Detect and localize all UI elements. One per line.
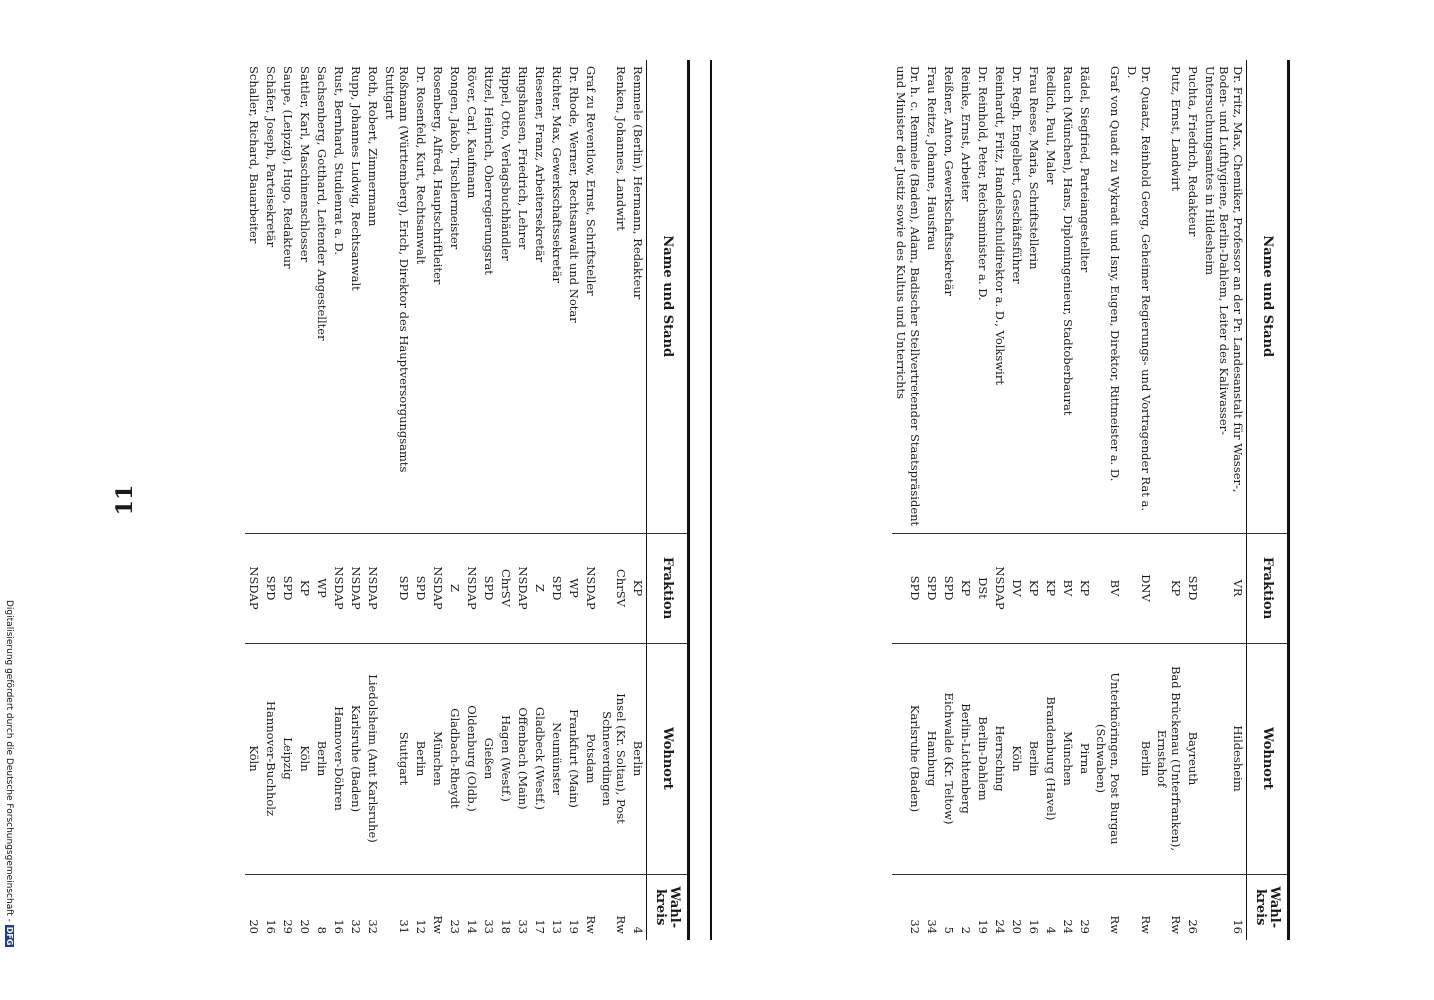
member-fraktion-cell: KP bbox=[957, 533, 974, 643]
member-wahlkreis-cell: 32 bbox=[364, 874, 381, 940]
member-name-cell: Dr. Regh, Engelbert, Geschäftsführer bbox=[1010, 66, 1024, 284]
member-wohnort-cell: Berlin bbox=[1123, 643, 1154, 874]
member-wohnort-cell: Berlin-Dahlem bbox=[974, 643, 991, 874]
member-name-cell: Richter, Max, Gewerkschaftssekretär bbox=[550, 66, 564, 284]
member-wohnort-cell: München bbox=[1059, 643, 1076, 874]
member-wohnort-cell: Unterknöringen, Post Burgau (Schwaben) bbox=[1093, 643, 1123, 874]
member-wohnort-cell: Köln bbox=[245, 643, 262, 874]
member-wahlkreis-cell: 24 bbox=[1059, 874, 1076, 940]
member-name-cell: Graf von Quadt zu Wykradt und Isny, Eugen, Direktor, Rittmeister a. D. bbox=[1108, 66, 1122, 482]
member-fraktion-cell: NSDAP bbox=[330, 533, 347, 643]
digitization-credit: Digitalisierung gefördert durch die Deutsche Forschungsgemeinschaft - DFG bbox=[4, 600, 14, 946]
member-fraktion-cell: Z bbox=[446, 533, 463, 643]
member-wohnort-cell: Berlin bbox=[313, 643, 330, 874]
member-fraktion-cell: NSDAP bbox=[429, 533, 446, 643]
member-name-cell: Reinke, Ernst, Arbeiter bbox=[959, 66, 973, 202]
member-name-cell: Frau Reitze, Johanne, Hausfrau bbox=[925, 66, 939, 251]
member-wohnort-cell: Karlsruhe (Baden) bbox=[892, 643, 923, 874]
member-fraktion-cell: SPD bbox=[940, 533, 957, 643]
member-fraktion-cell: SPD bbox=[892, 533, 923, 643]
member-wohnort-cell: Liedolsheim (Amt Karlsruhe) bbox=[364, 643, 381, 874]
member-name-cell: Ringshausen, Friedrich, Lehrer bbox=[516, 66, 530, 250]
member-wohnort-cell: Neumünster bbox=[548, 643, 565, 874]
member-wohnort-cell: Leipzig bbox=[279, 643, 296, 874]
member-wohnort-cell: Gladbeck (Westf.) bbox=[531, 643, 548, 874]
member-fraktion-cell: DV bbox=[1008, 533, 1025, 643]
member-fraktion-cell: DSt bbox=[974, 533, 991, 643]
member-fraktion-cell: Z bbox=[531, 533, 548, 643]
member-wahlkreis-cell: 29 bbox=[1076, 874, 1093, 940]
member-wahlkreis-cell: 4 bbox=[1042, 874, 1059, 940]
member-name-cell: Rauch (München), Hans, Diplomingenieur, Stadtoberbaurat bbox=[1061, 66, 1075, 416]
member-fraktion-cell: WP bbox=[565, 533, 582, 643]
member-name-cell: Puchta, Friedrich, Redakteur bbox=[1186, 66, 1200, 237]
member-wohnort-cell: Oldenburg (Oldb.) bbox=[463, 643, 480, 874]
member-fraktion-cell: SPD bbox=[548, 533, 565, 643]
member-wohnort-cell: Berlin bbox=[629, 643, 647, 874]
member-wohnort-cell: Karlsruhe (Baden) bbox=[347, 643, 364, 874]
member-wahlkreis-cell: 12 bbox=[412, 874, 429, 940]
member-wahlkreis-cell: 2 bbox=[957, 874, 974, 940]
member-name-cell: Sachsenberg, Gotthard, Leitender Angestellter bbox=[315, 66, 329, 341]
member-fraktion-cell: KP bbox=[1042, 533, 1059, 643]
member-name-cell: Schäfer, Joseph, Parteisekretär bbox=[264, 66, 278, 248]
member-wahlkreis-cell: 26 bbox=[1184, 874, 1201, 940]
member-wahlkreis-cell: 14 bbox=[463, 874, 480, 940]
member-wohnort-cell: München bbox=[429, 643, 446, 874]
member-name-cell: Dr. h. c. Remmele (Baden), Adam, Badischer Stellvertretender Staatspräsident und Minister der Justiz sowie des Kultus und Unterrichts bbox=[894, 66, 922, 527]
member-wahlkreis-cell: 33 bbox=[480, 874, 497, 940]
member-fraktion-cell: NSDAP bbox=[991, 533, 1008, 643]
member-wahlkreis-cell: 33 bbox=[514, 874, 531, 940]
member-wohnort-cell: Hagen (Westf.) bbox=[497, 643, 514, 874]
member-name-cell: Dr. Reinhold, Peter, Reichsminister a. D. bbox=[976, 66, 990, 301]
member-fraktion-cell: KP bbox=[629, 533, 647, 643]
member-name-cell: Reinhardt, Fritz, Handelsschuldirektor a. D., Volkswirt bbox=[993, 66, 1007, 385]
member-wohnort-cell: Berlin bbox=[412, 643, 429, 874]
member-name-cell: Reißner, Anton, Gewerkschaftssekretär bbox=[942, 66, 956, 296]
member-fraktion-cell: KP bbox=[296, 533, 313, 643]
member-fraktion-cell: SPD bbox=[1184, 533, 1201, 643]
member-wohnort-cell: Gladbach-Rheydt bbox=[446, 643, 463, 874]
header-name: Name und Stand bbox=[647, 60, 689, 533]
member-fraktion-cell: WP bbox=[313, 533, 330, 643]
member-wohnort-cell: Pirna bbox=[1076, 643, 1093, 874]
header-wohnort: Wohnort bbox=[1247, 643, 1289, 874]
member-name-cell: Putz, Ernst, Landwirt bbox=[1169, 66, 1183, 192]
member-name-cell: Dr. Fritz, Max, Chemiker, Professor an der Pr. Landesanstalt für Wasser-, Boden- und Lufthygiene, Berlin-Dahlem, Leiter des Kaliwasser-Untersuchungsamtes in Hildesheim bbox=[1203, 66, 1245, 493]
member-wohnort-cell: Bad Brückenau (Unterfranken), Ernstahof bbox=[1154, 643, 1184, 874]
member-wahlkreis-cell: 13 bbox=[548, 874, 565, 940]
header-wohnort: Wohnort bbox=[647, 643, 689, 874]
member-fraktion-cell: KP bbox=[1076, 533, 1093, 643]
member-name-cell: Graf zu Reventlow, Ernst, Schriftsteller bbox=[584, 66, 598, 296]
member-name-cell: Redlich, Paul, Maler bbox=[1044, 66, 1058, 185]
member-wahlkreis-cell: 32 bbox=[347, 874, 364, 940]
member-wahlkreis-cell: 4 bbox=[629, 874, 647, 940]
member-wahlkreis-cell: 16 bbox=[330, 874, 347, 940]
dfg-logo: DFG bbox=[5, 926, 14, 946]
member-name-cell: Riesener, Franz, Arbeitersekretär bbox=[533, 66, 547, 263]
member-wahlkreis-cell: Rw bbox=[1154, 874, 1184, 940]
member-wahlkreis-cell: 8 bbox=[313, 874, 330, 940]
member-fraktion-cell: NSDAP bbox=[463, 533, 480, 643]
member-wohnort-cell: Insel (Kr. Soltau), Post Schneverdingen bbox=[599, 643, 629, 874]
member-name-cell: Dr. Rhode, Werner, Rechtsanwalt und Notar bbox=[567, 66, 581, 323]
member-name-cell: Frau Reese, Maria, Schriftstellerin bbox=[1027, 66, 1041, 270]
member-wahlkreis-cell: Rw bbox=[1093, 874, 1123, 940]
header-fraktion: Fraktion bbox=[647, 533, 689, 643]
member-wohnort-cell: Offenbach (Main) bbox=[514, 643, 531, 874]
member-wahlkreis-cell: 19 bbox=[565, 874, 582, 940]
member-fraktion-cell: BV bbox=[1059, 533, 1076, 643]
member-name-cell: Dr. Rosenfeld, Kurt, Rechtsanwalt bbox=[414, 66, 428, 265]
member-name-cell: Ritzel, Heinrich, Oberregierungsrat bbox=[482, 66, 496, 275]
member-wahlkreis-cell: 34 bbox=[923, 874, 940, 940]
member-wahlkreis-cell: 23 bbox=[446, 874, 463, 940]
member-name-cell: Rust, Bernhard, Studienrat a. D. bbox=[332, 66, 346, 255]
member-wohnort-cell: Brandenburg (Havel) bbox=[1042, 643, 1059, 874]
member-wahlkreis-cell: Rw bbox=[582, 874, 599, 940]
member-name-cell: Remmele (Berlin), Hermann, Redakteur bbox=[631, 66, 645, 300]
member-wohnort-cell: Berlin bbox=[1025, 643, 1042, 874]
member-name-cell: Röver, Carl, Kaufmann bbox=[465, 66, 479, 199]
member-fraktion-cell: SPD bbox=[381, 533, 412, 643]
member-fraktion-cell: NSDAP bbox=[347, 533, 364, 643]
member-wahlkreis-cell: 16 bbox=[1025, 874, 1042, 940]
member-wahlkreis-cell: 17 bbox=[531, 874, 548, 940]
member-wohnort-cell: Gießen bbox=[480, 643, 497, 874]
member-fraktion-cell: KP bbox=[1025, 533, 1042, 643]
member-wahlkreis-cell: 32 bbox=[892, 874, 923, 940]
page-number: 11 bbox=[112, 484, 138, 516]
member-wahlkreis-cell: 20 bbox=[296, 874, 313, 940]
member-name-cell: Roßmann (Württemberg), Erich, Direktor des Hauptversorgungsamts Stuttgart bbox=[383, 66, 411, 473]
member-name-cell: Dr. Quaatz, Reinhold Georg, Geheimer Regierungs- und Vortragender Rat a. D. bbox=[1125, 66, 1153, 512]
member-fraktion-cell: NSDAP bbox=[245, 533, 262, 643]
member-name-cell: Roth, Robert, Zimmermann bbox=[366, 66, 380, 227]
member-wahlkreis-cell: 24 bbox=[991, 874, 1008, 940]
member-fraktion-cell: ChrSV bbox=[497, 533, 514, 643]
member-wohnort-cell: Bayreuth bbox=[1184, 643, 1201, 874]
member-fraktion-cell: SPD bbox=[262, 533, 279, 643]
member-wohnort-cell: Hannover-Döhren bbox=[330, 643, 347, 874]
member-name-cell: Rippel, Otto, Verlagsbuchhändler bbox=[499, 66, 513, 261]
footer-credit-bar bbox=[0, 0, 14, 1000]
member-fraktion-cell: SPD bbox=[412, 533, 429, 643]
header-fraktion: Fraktion bbox=[1247, 533, 1289, 643]
member-wohnort-cell: Potsdam bbox=[582, 643, 599, 874]
member-fraktion-cell: SPD bbox=[480, 533, 497, 643]
member-fraktion-cell: KP bbox=[1154, 533, 1184, 643]
member-wahlkreis-cell: 18 bbox=[497, 874, 514, 940]
member-fraktion-cell: NSDAP bbox=[514, 533, 531, 643]
member-fraktion-cell: SPD bbox=[279, 533, 296, 643]
member-wahlkreis-cell: 16 bbox=[1201, 874, 1247, 940]
member-wohnort-cell: Eichwalde (Kr. Teltow) bbox=[940, 643, 957, 874]
member-name-cell: Rädel, Siegfried, Parteiangestellter bbox=[1078, 66, 1092, 273]
member-fraktion-cell: NSDAP bbox=[364, 533, 381, 643]
member-fraktion-cell: VR bbox=[1201, 533, 1247, 643]
member-wahlkreis-cell: Rw bbox=[429, 874, 446, 940]
member-wohnort-cell: Hannover-Buchholz bbox=[262, 643, 279, 874]
member-wahlkreis-cell: Rw bbox=[1123, 874, 1154, 940]
member-wahlkreis-cell: 20 bbox=[1008, 874, 1025, 940]
member-wahlkreis-cell: 5 bbox=[940, 874, 957, 940]
header-name: Name und Stand bbox=[1247, 60, 1289, 533]
member-wohnort-cell: Hamburg bbox=[923, 643, 940, 874]
member-wohnort-cell: Stuttgart bbox=[381, 643, 412, 874]
member-fraktion-cell: DNV bbox=[1123, 533, 1154, 643]
member-name-cell: Rosenberg, Alfred, Hauptschriftleiter bbox=[431, 66, 445, 285]
member-name-cell: Rupp, Johannes Ludwig, Rechtsanwalt bbox=[349, 66, 363, 291]
member-wahlkreis-cell: 16 bbox=[262, 874, 279, 940]
member-wahlkreis-cell: 20 bbox=[245, 874, 262, 940]
member-wohnort-cell: Hildesheim bbox=[1201, 643, 1247, 874]
member-wohnort-cell: Köln bbox=[296, 643, 313, 874]
member-fraktion-cell: NSDAP bbox=[582, 533, 599, 643]
member-wohnort-cell: Frankfurt (Main) bbox=[565, 643, 582, 874]
member-name-cell: Renken, Johannes, Landwirt bbox=[614, 66, 628, 231]
member-name-cell: Saupe, (Leipzig), Hugo, Redakteur bbox=[281, 66, 295, 269]
member-wahlkreis-cell: 19 bbox=[974, 874, 991, 940]
member-name-cell: Rongen, Jakob, Tischlermeister bbox=[448, 66, 462, 250]
header-wahlkreis: Wahl- kreis bbox=[647, 874, 689, 940]
member-name-cell: Sattler, Karl, Maschinenschlosser bbox=[298, 66, 312, 263]
member-fraktion-cell: SPD bbox=[923, 533, 940, 643]
member-wohnort-cell: Köln bbox=[1008, 643, 1025, 874]
member-fraktion-cell: BV bbox=[1093, 533, 1123, 643]
member-wohnort-cell: Herrsching bbox=[991, 643, 1008, 874]
member-wahlkreis-cell: Rw bbox=[599, 874, 629, 940]
member-wohnort-cell: Berlin-Lichtenberg bbox=[957, 643, 974, 874]
member-fraktion-cell: ChrSV bbox=[599, 533, 629, 643]
member-wahlkreis-cell: 31 bbox=[381, 874, 412, 940]
header-wahlkreis: Wahl- kreis bbox=[1247, 874, 1289, 940]
member-name-cell: Schaller, Richard, Bauarbeiter bbox=[247, 66, 261, 244]
member-wahlkreis-cell: 29 bbox=[279, 874, 296, 940]
